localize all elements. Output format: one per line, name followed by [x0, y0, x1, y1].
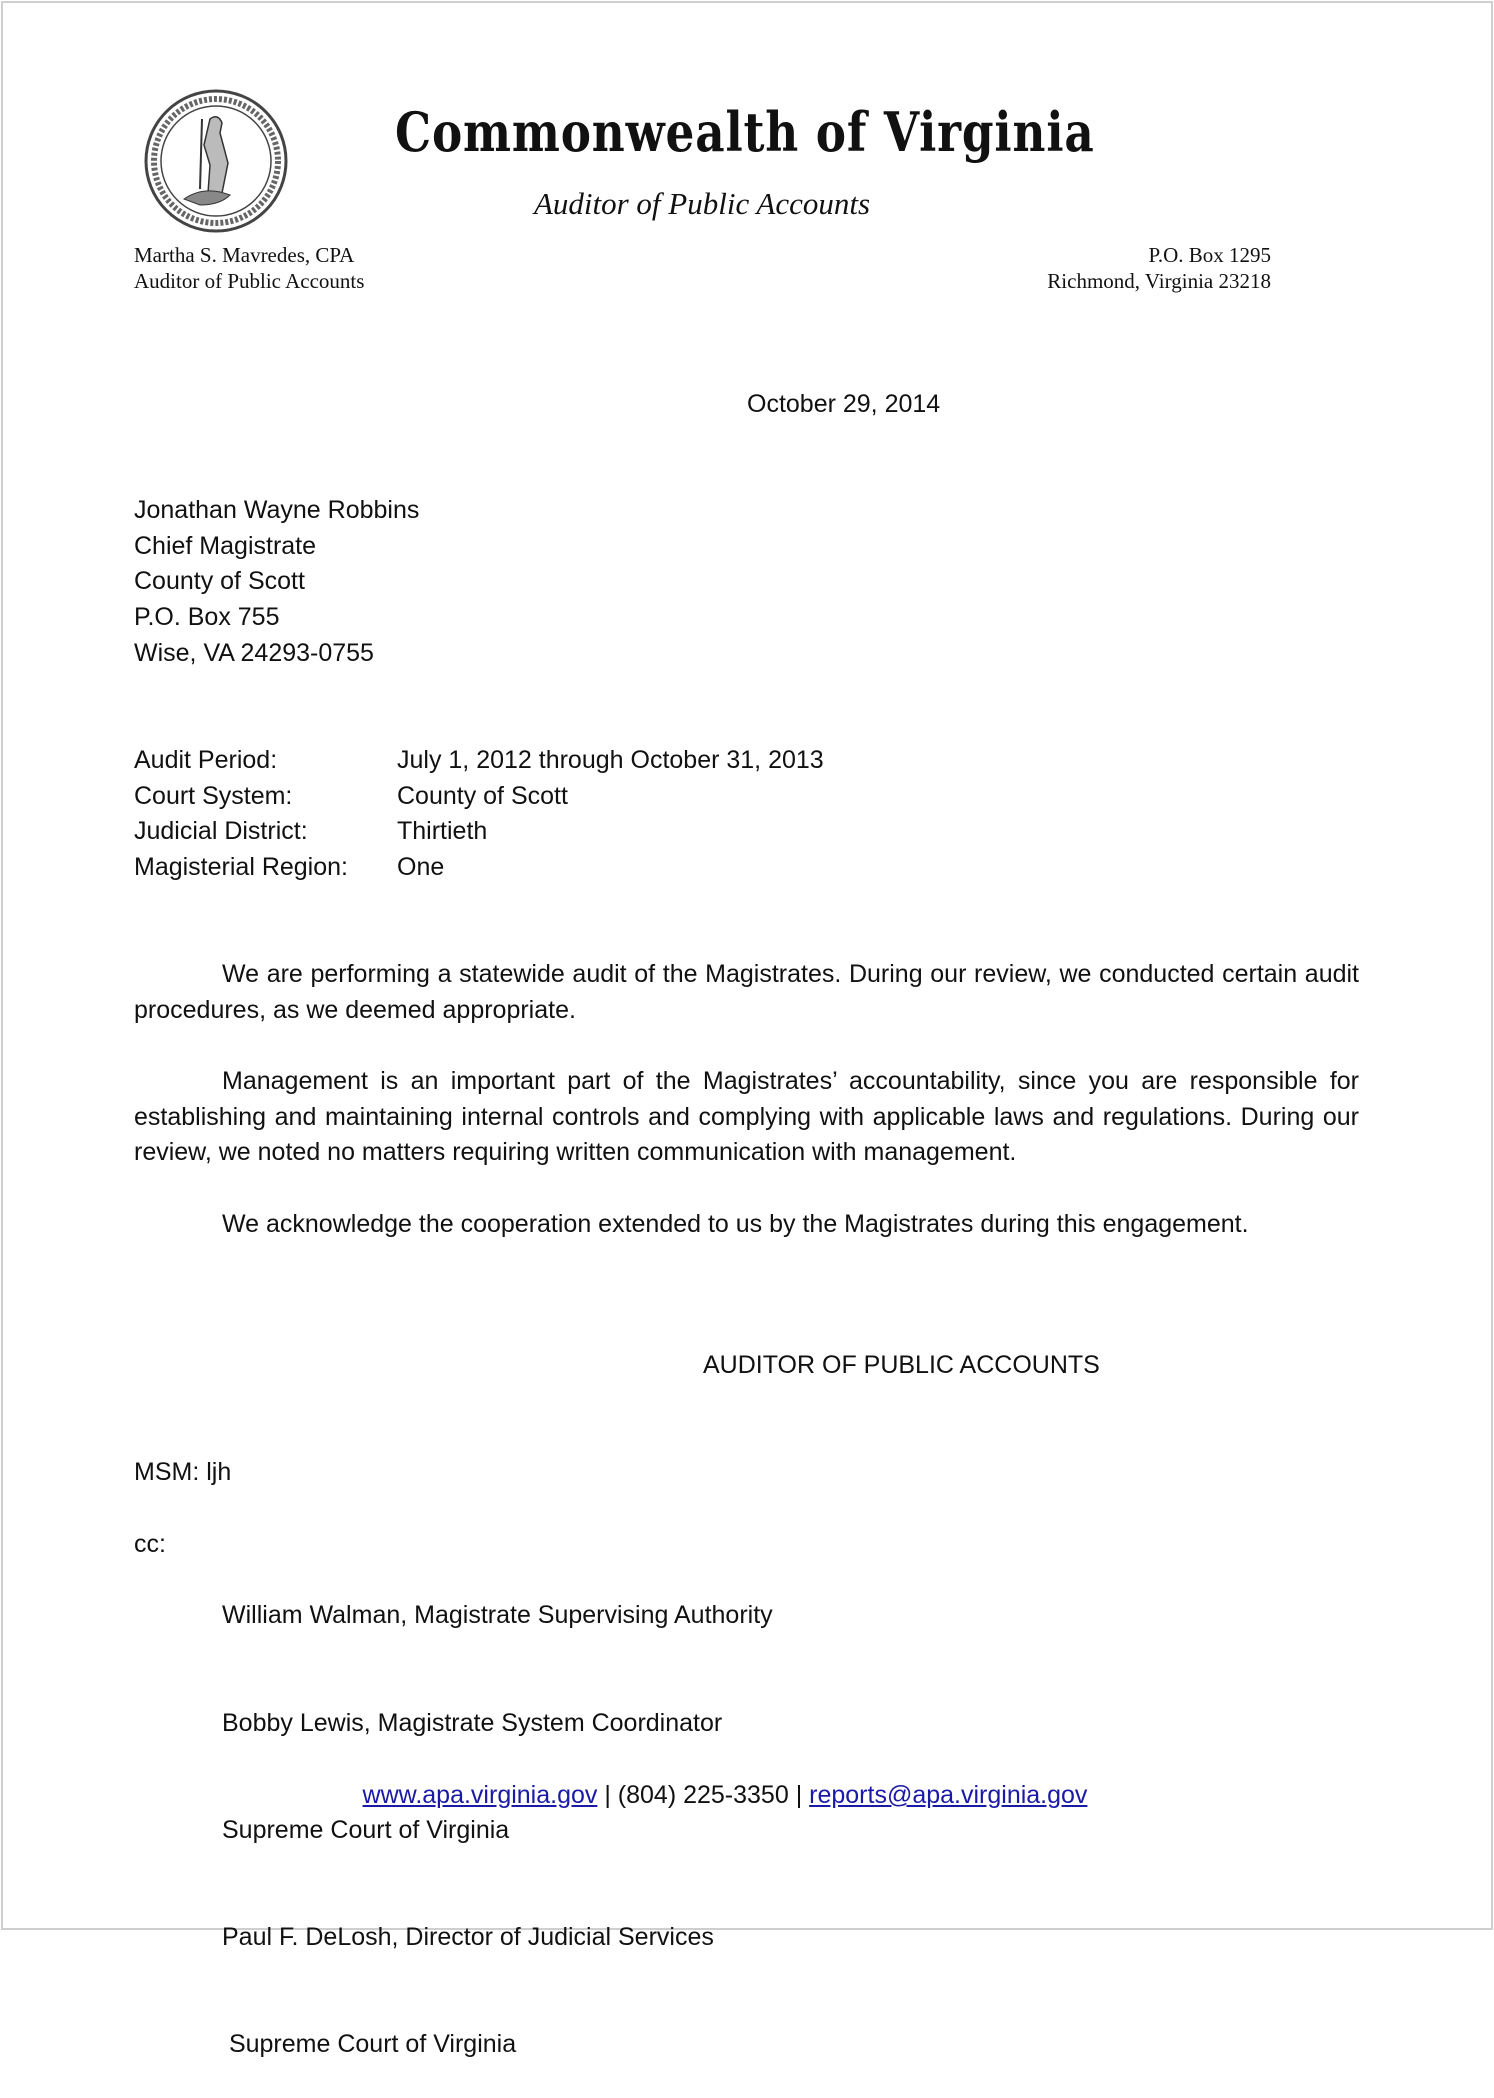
audit-info-label: Magisterial Region: — [134, 853, 348, 882]
website-link[interactable]: www.apa.virginia.gov — [362, 1781, 598, 1809]
recipient-po-box: P.O. Box 755 — [134, 603, 280, 632]
phone-number: (804) 225-3350 — [617, 1781, 789, 1809]
audit-info-row — [134, 743, 824, 779]
recipient-city: Wise, VA 24293-0755 — [134, 638, 374, 667]
separator: | — [597, 1781, 618, 1809]
cc-item: William Walman, Magistrate Supervising Authority — [222, 1601, 773, 1630]
audit-info-table — [134, 743, 824, 886]
initials: MSM: ljh — [134, 1458, 232, 1486]
cc-item: Bobby Lewis, Magistrate System Coordinator — [222, 1708, 723, 1737]
recipient-address — [134, 493, 419, 672]
auditor-title: Auditor of Public Accounts — [134, 269, 365, 293]
letterhead-title: Commonwealth of Virginia — [395, 100, 1095, 164]
auditor-name: Martha S. Mavredes, CPA — [134, 243, 355, 267]
audit-info-label: Judicial District: — [134, 817, 308, 846]
audit-info-value: One — [397, 853, 445, 882]
letterhead-subtitle: Auditor of Public Accounts — [533, 186, 871, 221]
body-paragraph-2: Management is an important part of the Magistrates’ accountability, since you are responsible for establishing and maintaining internal controls and complying with applicable laws and regulations. During our review, we noted no matters requiring written communication with management. — [134, 1067, 1359, 1167]
audit-info-value: Thirtieth — [397, 817, 488, 846]
recipient-title: Chief Magistrate — [134, 531, 317, 560]
email-link[interactable]: reports@apa.virginia.gov — [809, 1781, 1088, 1809]
audit-info-label: Court System: — [134, 781, 293, 810]
audit-info-value: County of Scott — [397, 781, 568, 810]
cc-label: cc: — [134, 1530, 166, 1558]
body-paragraph-1: We are performing a statewide audit of the Magistrates. During our review, we conducted certain audit procedures, as we deemed appropriate. — [134, 960, 1359, 1024]
separator: | — [788, 1781, 810, 1809]
audit-info-value: July 1, 2012 through October 31, 2013 — [397, 746, 824, 774]
auditor-address-block — [134, 242, 364, 294]
audit-info-row — [134, 850, 824, 886]
office-address-block — [1047, 242, 1271, 294]
cc-item: Supreme Court of Virginia — [222, 1815, 510, 1844]
footer — [0, 1778, 1450, 1814]
cc-item: Supreme Court of Virginia — [222, 2029, 517, 2058]
city-state-zip: Richmond, Virginia 23218 — [1047, 269, 1271, 293]
signature-block: AUDITOR OF PUBLIC ACCOUNTS — [703, 1351, 1100, 1379]
audit-info-row — [134, 814, 824, 850]
po-box: P.O. Box 1295 — [1148, 243, 1271, 267]
letter-date: October 29, 2014 — [747, 390, 941, 418]
audit-info-row — [134, 779, 824, 815]
recipient-name: Jonathan Wayne Robbins — [134, 496, 420, 524]
body-paragraph-3: We acknowledge the cooperation extended to us by the Magistrates during this engagement. — [222, 1210, 1249, 1238]
recipient-county: County of Scott — [134, 567, 305, 596]
cc-item: Paul F. DeLosh, Director of Judicial Services — [222, 1922, 714, 1951]
audit-info-label: Audit Period: — [134, 746, 278, 774]
